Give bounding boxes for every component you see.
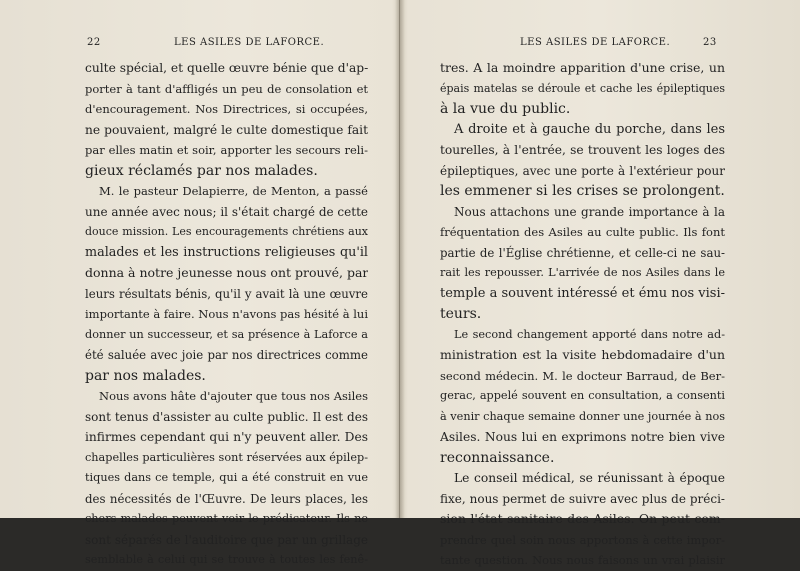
left-running-head: LES ASILES DE LAFORCE. (174, 37, 325, 48)
text-line: second médecin. M. le docteur Barraud, de Ber- (440, 368, 725, 383)
left-page-text (85, 58, 368, 571)
text-line: épais matelas se déroule et cache les épileptiques (440, 81, 725, 95)
text-line: porter à tant d'affligés un peu de consolation et (85, 81, 368, 96)
text-line: temple a souvent intéressé et ému nos visi- (440, 285, 725, 301)
text-line: ministration est la visite hebdomadaire d'un (440, 347, 725, 362)
text-line: Le second changement apporté dans notre ad- (454, 327, 725, 341)
text-line: infirmes cependant qui n'y peuvent aller. Des (85, 430, 368, 444)
text-line: importante à faire. Nous n'avons pas hésité à lui (85, 307, 368, 321)
text-line: A droite et à gauche du porche, dans les (454, 121, 725, 137)
text-line: reconnaissance. (440, 449, 555, 466)
text-line: semblable à celui qui se trouve à toutes les fenê- (85, 553, 368, 566)
text-line: par elles matin et soir, apporter les secours reli- (85, 143, 368, 157)
text-line: fréquentation des Asiles au culte public. Ils font (440, 225, 725, 239)
text-line: à la vue du public. (440, 101, 571, 117)
right-running-head: LES ASILES DE LAFORCE. (520, 37, 671, 48)
text-line: tante question. Nous nous faisons un vrai plaisir (440, 553, 725, 567)
text-line: teurs. (440, 306, 482, 322)
text-line: par nos malades. (85, 367, 206, 384)
page-fold-line (399, 0, 400, 518)
text-line: Asiles. Nous lui en exprimons notre bien vive (440, 430, 725, 444)
text-line: été saluée avec joie par nos directrices comme (85, 348, 368, 362)
text-line: prendre quel soin nous apportons à cette impor- (440, 532, 725, 547)
text-line: Nous attachons une grande importance à la (454, 204, 725, 219)
text-line: sont séparés de l'auditoire que par un grillage (85, 532, 368, 547)
right-page (402, 0, 800, 567)
right-page-number: 23 (703, 37, 717, 48)
text-line: rait les repousser. L'arrivée de nos Asiles dans le (440, 266, 725, 279)
text-line: gieux réclamés par nos malades. (85, 162, 318, 179)
text-line: sont tenus d'assister au culte public. Il est des (85, 409, 368, 424)
text-line: donna à notre jeunesse nous ont prouvé, par (85, 265, 368, 280)
text-line: à venir chaque semaine donner une journée à nos (440, 409, 725, 423)
text-line: épileptiques, avec une porte à l'extérieur pour (440, 163, 725, 178)
left-page (0, 0, 398, 566)
text-line: partie de l'Église chrétienne, et celle-ci ne sau- (440, 245, 725, 260)
text-line: leurs résultats bénis, qu'il y avait là une œuvre (85, 286, 368, 301)
right-page-text (440, 58, 725, 571)
text-line: fixe, nous permet de suivre avec plus de préci- (440, 491, 725, 506)
text-line: ne pouvaient, malgré le culte domestique fait (85, 122, 368, 137)
text-line: les emmener si les crises se prolongent. (440, 183, 725, 199)
text-line: culte spécial, et quelle œuvre bénie que d'ap- (85, 61, 368, 75)
text-line: tres. A la moindre apparition d'une crise, un (440, 60, 725, 75)
text-line: douce mission. Les encouragements chrétiens aux (85, 225, 368, 238)
text-line: Nous avons hâte d'ajouter que tous nos Asiles (99, 389, 368, 403)
text-line: malades et les instructions religieuses qu'il (85, 244, 368, 260)
text-line: chers malades peuvent voir le prédicateur. Ils ne (85, 512, 368, 525)
text-line: Le conseil médical, se réunissant à époque (454, 471, 725, 485)
text-line: gerac, appelé souvent en consultation, a consenti (440, 389, 725, 402)
text-line: tiques dans ce temple, qui a été construit en vue (85, 471, 368, 484)
text-line: des nécessités de l'Œuvre. De leurs places, les (85, 491, 368, 506)
text-line: M. le pasteur Delapierre, de Menton, a passé (99, 184, 368, 198)
text-line: chapelles particulières sont réservées aux épilep- (85, 450, 368, 464)
text-line: d'encouragement. Nos Directrices, si occupées, (85, 102, 368, 116)
text-line: tourelles, à l'entrée, se trouvent les loges des (440, 143, 725, 157)
text-line: une année avec nous; il s'était chargé de cette (85, 204, 368, 219)
left-page-number: 22 (87, 37, 101, 48)
text-line: donner un successeur, et sa présence à Laforce a (85, 327, 368, 341)
text-line: sion l'état sanitaire des Asiles. On peut com- (440, 511, 725, 526)
